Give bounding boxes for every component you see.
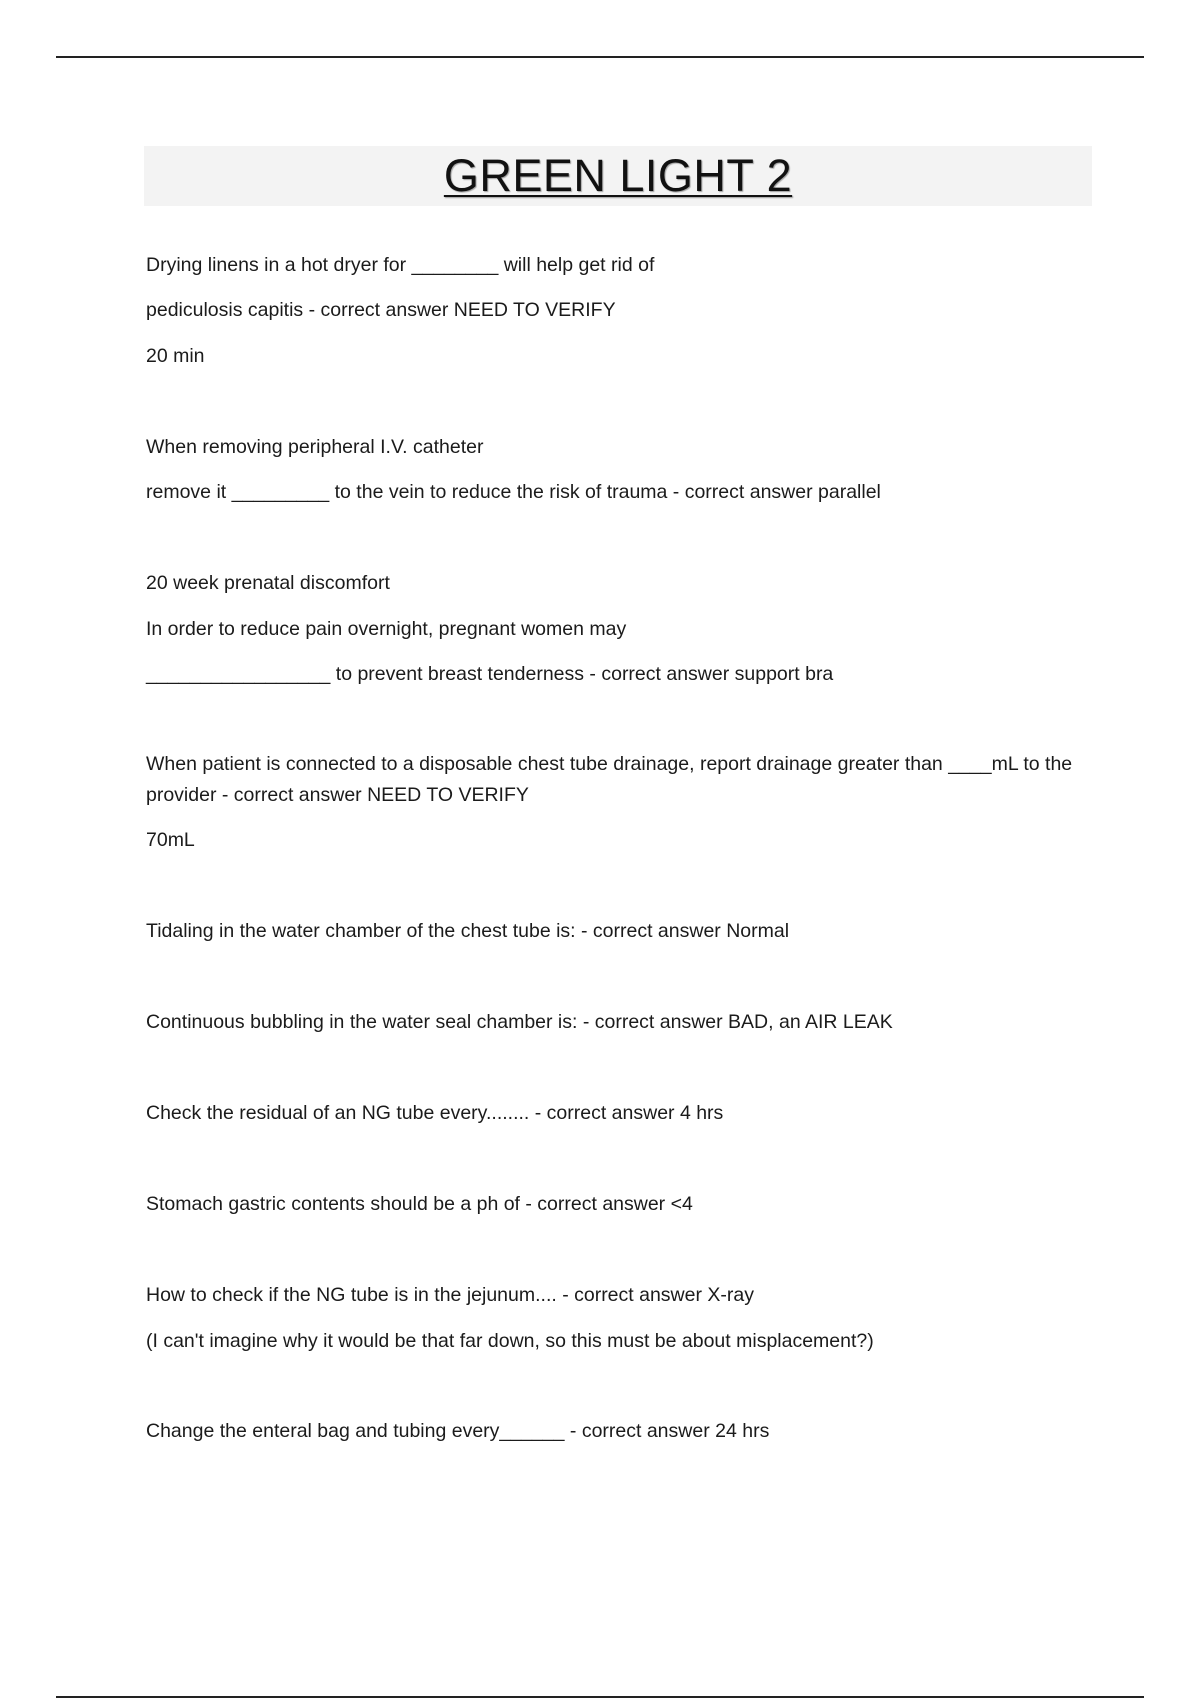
text-line: 20 week prenatal discomfort [146, 572, 390, 594]
title-banner [144, 146, 1092, 206]
text-line: How to check if the NG tube is in the jejunum.... - correct answer X-ray [146, 1284, 754, 1306]
text-line: Change the enteral bag and tubing every______ - correct answer 24 hrs [146, 1420, 770, 1442]
text-line: pediculosis capitis - correct answer NEED TO VERIFY [146, 299, 616, 321]
text-line: (I can't imagine why it would be that far down, so this must be about misplacement?) [146, 1330, 874, 1352]
text-line: Check the residual of an NG tube every........ - correct answer 4 hrs [146, 1102, 724, 1124]
text-line: When removing peripheral I.V. catheter [146, 436, 484, 458]
text-line: 20 min [146, 345, 205, 367]
bottom-divider [56, 1696, 1144, 1698]
text-line: remove it _________ to the vein to reduce the risk of trauma - correct answer parallel [146, 481, 881, 503]
text-line: Continuous bubbling in the water seal chamber is: - correct answer BAD, an AIR LEAK [146, 1011, 893, 1033]
text-line: Stomach gastric contents should be a ph of - correct answer <4 [146, 1193, 693, 1215]
text-line: In order to reduce pain overnight, pregnant women may [146, 618, 627, 640]
text-line: Tidaling in the water chamber of the chest tube is: - correct answer Normal [146, 920, 790, 942]
text-paragraph: When patient is connected to a disposable chest tube drainage, report drainage greater than ____mL to the provider - correct answer NEED TO VERIFY [146, 753, 1073, 806]
text-line: _________________ to prevent breast tenderness - correct answer support bra [146, 663, 834, 685]
document-title: GREEN LIGHT 2 [443, 150, 793, 201]
text-line: Drying linens in a hot dryer for ________ will help get rid of [146, 254, 655, 276]
top-divider [56, 56, 1144, 58]
text-line: 70mL [146, 829, 195, 851]
